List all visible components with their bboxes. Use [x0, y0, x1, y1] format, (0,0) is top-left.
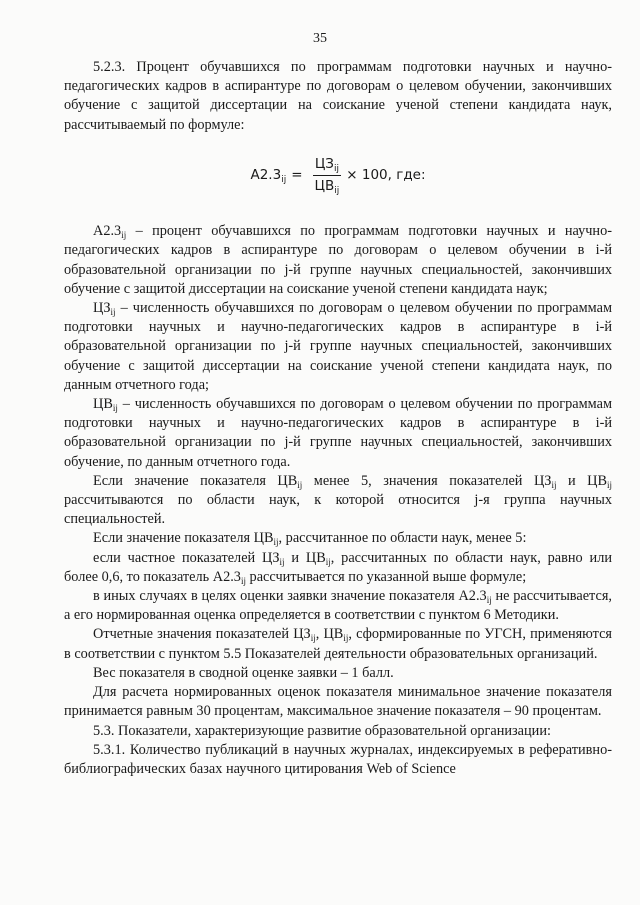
- formula-rhs: × 100, где:: [346, 166, 426, 183]
- paragraph-condition-1: Если значение показателя $ЦВ_{ij}$ менее 5, значения показателей $ЦЗ_{ij}$ и $ЦВ_{ij}$ рассчитываются по области наук, к которой относится j-я группа научных специальностей.: [64, 472, 612, 528]
- paragraph-normalization: Для расчета нормированных оценок показателя минимальное значение показателя принимается равным 30 процентам, максимальное значение показателя – 90 процентам.: [64, 684, 612, 720]
- paragraph-5-2-3: 5.2.3. Процент обучавшихся по программам подготовки научных и научно-педагогических кадров в аспирантуре по договорам о целевом обучении, закончивших обучение с защитой диссертации на соискание ученой степени кандидата наук, рассчитываемый по формуле:: [64, 59, 612, 133]
- formula: [64, 155, 612, 196]
- paragraph-condition-4: в иных случаях в целях оценки заявки значение показателя $А2.3_{ij}$ не рассчитывается, а его нормированная оценка определяется в соответствии с пунктом 6 Методики.: [64, 588, 612, 624]
- formula-lhs: $A2.3_{ij}$: [250, 166, 287, 185]
- heading-5-3: 5.3. Показатели, характеризующие развитие образовательной организации:: [93, 722, 551, 739]
- paragraph-condition-2: Если значение показателя $ЦВ_{ij}$, рассчитанное по области наук, менее 5:: [93, 530, 527, 548]
- definition-cv: $ЦВ_{ij}$ – численность обучавшихся по договорам о целевом обучении по программам подготовки научных и научно-педагогических кадров в аспирантуре в i-й образовательной организации по j-й группе научных специальностей, закончивших обучение, по данным отчетного года.: [64, 396, 612, 470]
- definition-a23: $A2.3_{ij}$ – процент обучавшихся по программам подготовки научных и научно-педагогических кадров в аспирантуре по договорам о целевом обучении в i-й образовательной организации по j-й группе научных специальностей, закончивших обучение с защитой диссертации на соискание ученой степени кандидата наук;: [64, 223, 612, 297]
- page-number: 35: [313, 31, 327, 46]
- document-body: [64, 58, 612, 779]
- paragraph-5-3-1: 5.3.1. Количество публикаций в научных журналах, индексируемых в реферативно-библиографических базах научного цитирования Web of Science: [64, 741, 612, 777]
- paragraph-condition-3: если частное показателей $ЦЗ_{ij}$ и $ЦВ_{ij}$, рассчитанных по области наук, равно или более 0,6, то показатель $А2.3_{ij}$ рассчитывается по указанной выше формуле;: [64, 549, 612, 586]
- formula-fraction: [313, 155, 342, 196]
- paragraph-reporting-values: Отчетные значения показателей $ЦЗ_{ij}$, $ЦВ_{ij}$, сформированные по УГСН, применяются в соответствии с пунктом 5.5 Показателей деятельности образовательных организаций.: [64, 626, 613, 662]
- paragraph-weight: Вес показателя в сводной оценке заявки – 1 балл.: [93, 664, 394, 681]
- definition-cz: $ЦЗ_{ij}$ – численность обучавшихся по договорам о целевом обучении по программам подготовки научных и научно-педагогических кадров в аспирантуре в i-й образовательной организации по j-й группе научных специальностей, закончивших обучение с защитой диссертации на соискание ученой степени кандидата наук, по данным отчетного года;: [64, 300, 612, 393]
- formula-equals: =: [291, 166, 303, 183]
- formula-numerator: $ЦЗ_{ij}$: [313, 155, 341, 176]
- formula-denominator: $ЦВ_{ij}$: [314, 178, 340, 197]
